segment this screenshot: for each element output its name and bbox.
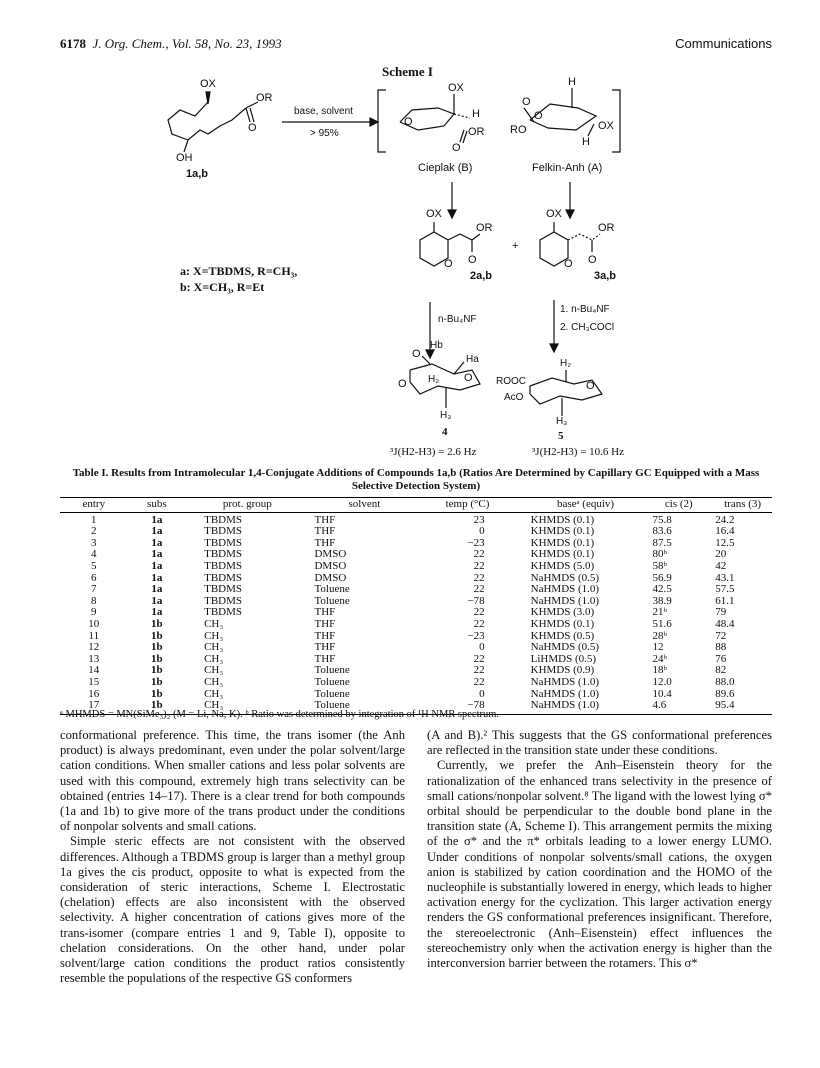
table-cell: 21ᵇ <box>652 606 667 619</box>
table-cell: 1 <box>91 513 97 526</box>
coupling-4: ³J(H2-H3) = 2.6 Hz <box>390 446 477 458</box>
table-cell: KHMDS (3.0) <box>530 606 595 619</box>
definition-a: a: X=TBDMS, R=CH₃, <box>180 264 298 278</box>
table-cell: THF <box>314 536 336 549</box>
plus-sign: + <box>512 240 519 252</box>
c5-compound-label: 5 <box>558 430 564 442</box>
table-cell: 1a <box>151 536 163 549</box>
p2-o-carbonyl-label: O <box>468 254 477 266</box>
body-column-right <box>427 728 772 971</box>
sm-oh-label: OH <box>176 152 193 164</box>
table-cell: 1a <box>151 559 163 572</box>
table-cell: Toluene <box>314 687 350 700</box>
table-cell: −23 <box>467 629 485 642</box>
table-cell: Toluene <box>314 583 350 596</box>
table-cell: 12.0 <box>652 675 672 688</box>
table-cell: 12 <box>652 641 664 654</box>
table-cell: 1a <box>151 548 163 561</box>
table-cell: 1b <box>151 629 163 642</box>
table-cell: 7 <box>91 583 97 596</box>
cieplak-label: Cieplak (B) <box>418 162 473 174</box>
table-cell: NaHMDS (1.0) <box>519 700 643 714</box>
table-cell: THF <box>314 513 336 526</box>
table-cell: THF <box>314 652 336 665</box>
table-cell: TBDMS <box>204 536 242 549</box>
table-cell: 4.6 <box>642 700 707 714</box>
table-cell: CH₃ <box>204 675 224 688</box>
table-cell: NaHMDS (1.0) <box>530 583 600 596</box>
a-h-bottom-label: H <box>582 136 590 148</box>
table-cell: 20 <box>715 548 727 561</box>
table-cell: 0 <box>479 641 485 654</box>
p3-ox-label: OX <box>546 208 562 220</box>
paragraph: Simple steric effects are not consistent with the observed differences. Although a TBDMS group is larger than a methyl group 1a gives the cis product, opposite to what is expected from the consideration of steric interactions, Scheme I. Electrostatic (chelation) effects are also inconsistent with the observed selectivity. A higher concentration of cations gives more of the trans-isomer (compare entries 1 and 9, Table I), opposite to chelation considerations. On the other hand, under polar solvent/large cation conditions the product ratios consistently resemble the populations of the respective GS conformers <box>60 834 405 986</box>
table-cell: CH₃ <box>204 629 224 642</box>
table-cell: 3 <box>91 536 97 549</box>
table-cell: 28ᵇ <box>652 629 667 642</box>
col-header-base: baseᵃ (equiv) <box>519 498 643 513</box>
table-row <box>60 677 772 689</box>
table-cell: 76 <box>715 652 727 665</box>
table-cell: 1a <box>151 571 163 584</box>
table-cell: 83.6 <box>652 525 672 538</box>
paragraph: (A and B).² This suggests that the GS conformational preferences are reflected in the transition state under these conditions. <box>427 728 772 758</box>
table-cell: 58ᵇ <box>652 559 667 572</box>
table-cell: TBDMS <box>204 571 242 584</box>
table-cell: 48.4 <box>715 617 735 630</box>
table-cell: NaHMDS (1.0) <box>530 675 600 688</box>
table-cell: 15 <box>88 675 100 688</box>
table-cell: KHMDS (0.9) <box>530 664 595 677</box>
table-cell: −78 <box>416 700 518 714</box>
a-ox-label: OX <box>598 120 614 132</box>
b-o-ring-label: O <box>404 116 413 128</box>
table-cell: 23 <box>473 513 485 526</box>
table-cell: 0 <box>479 525 485 538</box>
table-cell: 1b <box>151 664 163 677</box>
table-cell: 57.5 <box>715 583 735 596</box>
table-cell: TBDMS <box>204 559 242 572</box>
table-cell: TBDMS <box>204 525 242 538</box>
b-or-label: OR <box>468 126 485 138</box>
scheme-figure <box>60 64 772 464</box>
running-header <box>60 36 772 54</box>
table-cell: 88.0 <box>715 675 735 688</box>
col-header-trans: trans (3) <box>707 498 772 513</box>
table-row <box>60 642 772 654</box>
table-cell: TBDMS <box>204 606 242 619</box>
c4-o-ring-label: O <box>464 372 473 384</box>
table-cell: 88 <box>715 641 727 654</box>
table-cell: 1a <box>151 583 163 596</box>
c5-h2-label: H₂ <box>560 358 572 369</box>
sm-or-label: OR <box>256 92 273 104</box>
table-cell: 14 <box>88 664 100 677</box>
c5-h3-label: H₃ <box>556 416 568 427</box>
table-row <box>60 561 772 573</box>
table-cell: CH₃ <box>204 664 224 677</box>
table-cell: 75.8 <box>652 513 672 526</box>
table-cell: 22 <box>473 617 485 630</box>
table-cell: 22 <box>473 652 485 665</box>
section-name: Communications <box>675 36 772 51</box>
table-cell: 80ᵇ <box>652 548 667 561</box>
a-ro-label: RO <box>510 124 527 136</box>
table-cell: 10 <box>88 617 100 630</box>
table-footnote: ᵃ MHMDS = MN(SiMe₃)₂ (M = Li, Na, K). ᵇ Ratio was determined by integration of ¹H NMR spectrum. <box>60 709 500 720</box>
table-cell: 9 <box>91 606 97 619</box>
table-cell: DMSO <box>314 548 347 561</box>
table-cell: THF <box>314 641 336 654</box>
table-cell: 1a <box>151 606 163 619</box>
p3-compound-label: 3a,b <box>594 270 617 282</box>
p2-ox-label: OX <box>426 208 442 220</box>
table-cell: KHMDS (0.1) <box>530 617 595 630</box>
table-cell: THF <box>314 617 336 630</box>
table-cell: KHMDS (0.1) <box>530 513 595 526</box>
table-cell: 1a <box>151 525 163 538</box>
table-cell: 79 <box>715 606 727 619</box>
c4-compound-label: 4 <box>442 426 448 438</box>
journal-citation: 6178 J. Org. Chem., Vol. 58, No. 23, 1993 <box>60 36 282 51</box>
table-cell: 1b <box>151 641 163 654</box>
table-cell: 22 <box>473 571 485 584</box>
table-cell: 82 <box>715 664 727 677</box>
table-caption: Table I. Results from Intramolecular 1,4-Conjugate Additions of Compounds 1a,b (Ratios Are Determined by Capillary GC Equipped with a Mass Selective Detection System) <box>72 467 760 492</box>
bracket-left <box>378 90 386 152</box>
table-cell: 8 <box>91 594 97 607</box>
b-o-carbonyl-label: O <box>452 142 461 154</box>
table-header-row <box>60 498 772 513</box>
table-row <box>60 619 772 631</box>
table-cell: 1b <box>151 617 163 630</box>
p3-or-label: OR <box>598 222 615 234</box>
table-cell: KHMDS (0.1) <box>530 525 595 538</box>
sm-wedge <box>206 92 210 104</box>
table-cell: KHMDS (0.5) <box>530 629 595 642</box>
table-cell: 24.2 <box>715 513 735 526</box>
sm-compound-label: 1a,b <box>186 168 209 180</box>
table-cell: 87.5 <box>652 536 672 549</box>
table-cell: 1b <box>128 700 187 714</box>
p3-o-carbonyl-label: O <box>588 254 597 266</box>
table-cell: NaHMDS (0.5) <box>530 571 600 584</box>
table-cell: 22 <box>473 559 485 572</box>
table-cell: CH₃ <box>186 700 292 714</box>
scheme-structures <box>60 64 772 464</box>
table-cell: 2 <box>91 525 97 538</box>
reagent-left: n-Bu₄NF <box>438 314 477 325</box>
table-cell: 95.4 <box>707 700 772 714</box>
table-cell: 22 <box>473 675 485 688</box>
c4-o-top-label: O <box>412 348 421 360</box>
table-cell: 42.5 <box>652 583 672 596</box>
felkin-anh-label: Felkin-Anh (A) <box>532 162 603 174</box>
table-cell: Toluene <box>314 675 350 688</box>
c5-aco-label: AcO <box>504 392 524 403</box>
table-cell: TBDMS <box>204 594 242 607</box>
table-cell: 16.4 <box>715 525 735 538</box>
c5-o-ring-label: O <box>586 380 595 392</box>
table-cell: DMSO <box>314 559 347 572</box>
col-header-subs: subs <box>128 498 187 513</box>
table-cell: 4 <box>91 548 97 561</box>
table-row <box>60 584 772 596</box>
table-cell: Toluene <box>314 664 350 677</box>
table-cell: DMSO <box>314 571 347 584</box>
table-cell: KHMDS (5.0) <box>530 559 595 572</box>
table-cell: THF <box>314 629 336 642</box>
table-cell: 6 <box>91 571 97 584</box>
col-header-solvent: solvent <box>292 498 416 513</box>
definition-b: b: X=CH₃, R=Et <box>180 280 265 294</box>
table-cell: 51.6 <box>652 617 672 630</box>
table-cell: 38.9 <box>652 594 672 607</box>
table-cell: 1a <box>151 513 163 526</box>
c4-hb-label: Hb <box>430 340 443 351</box>
b-h-label: H <box>472 108 480 120</box>
table-cell: 5 <box>91 559 97 572</box>
col-header-entry: entry <box>60 498 128 513</box>
sm-o-label: O <box>248 122 257 134</box>
table-cell: 12.5 <box>715 536 735 549</box>
table-cell: KHMDS (0.1) <box>530 536 595 549</box>
table-cell: 18ᵇ <box>652 664 667 677</box>
table-cell: 72 <box>715 629 727 642</box>
c4-ha-label: Ha <box>466 354 479 365</box>
paragraph: conformational preference. This time, the trans isomer (the Anh product) is always predominant, even under the polar solvent/large cation conditions. When smaller cations and less polar solvents are used with this compound, extremely high trans selectivity can be obtained (entries 14–17). There is a clear trend for both compounds (1a and 1b) to give more of the trans product under the conditions of nonpolar solvents and small cations. <box>60 728 405 834</box>
table-cell: Toluene <box>314 594 350 607</box>
table-cell: 89.6 <box>715 687 735 700</box>
scheme-title: Scheme I <box>382 64 433 79</box>
table-row <box>60 512 772 526</box>
sm-ox-label: OX <box>200 78 216 90</box>
table-cell: NaHMDS (1.0) <box>530 594 600 607</box>
arrow-conditions-top: base, solvent <box>294 106 353 117</box>
table-cell: CH₃ <box>204 652 224 665</box>
a-o-carbonyl-label: O <box>522 96 531 108</box>
reagent-right-2: 2. CH₃COCl <box>560 322 615 333</box>
table-cell: −78 <box>467 594 485 607</box>
table-cell: 43.1 <box>715 571 735 584</box>
body-column-left <box>60 728 405 986</box>
table-cell: 56.9 <box>652 571 672 584</box>
table-cell: 22 <box>473 583 485 596</box>
table-cell: 11 <box>88 629 100 642</box>
table-cell: NaHMDS (1.0) <box>530 687 600 700</box>
table-cell: 1b <box>151 687 163 700</box>
table-cell: CH₃ <box>204 687 224 700</box>
results-table <box>60 497 772 715</box>
table-cell: 1b <box>151 652 163 665</box>
table-cell: NaHMDS (0.5) <box>530 641 600 654</box>
table-cell: −23 <box>467 536 485 549</box>
table-cell: TBDMS <box>204 548 242 561</box>
table-cell: CH₃ <box>204 617 224 630</box>
c5-rooc-label: ROOC <box>496 376 526 387</box>
table-cell: 1b <box>151 675 163 688</box>
arrow-conditions-bottom: > 95% <box>310 128 339 139</box>
b-ox-label: OX <box>448 82 464 94</box>
a-h-top-label: H <box>568 76 576 88</box>
table-cell: CH₃ <box>204 641 224 654</box>
c4-h3-label: H₃ <box>440 410 452 421</box>
table-cell: 42 <box>715 559 727 572</box>
table-cell: 22 <box>473 664 485 677</box>
col-header-cis: cis (2) <box>642 498 707 513</box>
table-cell: THF <box>314 525 336 538</box>
a-o-ring-label: O <box>534 110 543 122</box>
table-cell: 22 <box>473 548 485 561</box>
paragraph: Currently, we prefer the Anh–Eisenstein theory for the rationalization of the enhanced trans selectivity in the presence of small cations/nonpolar solvent.⁸ The ligand with the lowest lying σ* orbital should be perpendicular to the double bond plane in the transition state (A, Scheme I). This arrangement permits the mixing of the σ* and the π* orbitals leading to a lower energy LUMO. Under conditions of nonpolar solvents/small cations, the oxygen anion is stabilized by cation coordination and the HOMO of the nucleophile is substantially lowered in energy, which leads to higher activation energy for the cyclization. This larger activation energy renders the GS conformational preferences insignificant. Therefore, the stereoelectronic (Anh–Eisenstein) effect influences the stereochemistry only when the activation energy is higher than the interconversion barrier between the rotamers. This σ* <box>427 758 772 971</box>
table-cell: 1a <box>151 594 163 607</box>
table-cell: 12 <box>88 641 100 654</box>
table-cell: 61.1 <box>715 594 735 607</box>
p3-o-ring-label: O <box>564 258 573 270</box>
table-row <box>60 631 772 643</box>
table-cell: Toluene <box>292 700 416 714</box>
coupling-5: ³J(H2-H3) = 10.6 Hz <box>532 446 624 458</box>
c4-h2-label: H₂ <box>428 374 440 385</box>
p2-compound-label: 2a,b <box>470 270 493 282</box>
table-cell: 10.4 <box>652 687 672 700</box>
table-cell: TBDMS <box>204 513 242 526</box>
table-cell: 0 <box>479 687 485 700</box>
table-cell: KHMDS (0.1) <box>530 548 595 561</box>
table-cell: TBDMS <box>204 583 242 596</box>
reagent-right-1: 1. n-Bu₄NF <box>560 304 610 315</box>
table-cell: 24ᵇ <box>652 652 667 665</box>
p2-o-ring-label: O <box>444 258 453 270</box>
col-header-temp: temp (°C) <box>416 498 518 513</box>
sm-skeleton <box>168 102 246 140</box>
table-cell: 22 <box>473 606 485 619</box>
col-header-prot-group: prot. group <box>186 498 292 513</box>
c4-o-left-label: O <box>398 378 407 390</box>
table-cell: LiHMDS (0.5) <box>530 652 597 665</box>
p2-or-label: OR <box>476 222 493 234</box>
table-cell: 16 <box>88 687 100 700</box>
table-cell: 17 <box>60 700 128 714</box>
table-cell: THF <box>314 606 336 619</box>
table-cell: 13 <box>88 652 100 665</box>
